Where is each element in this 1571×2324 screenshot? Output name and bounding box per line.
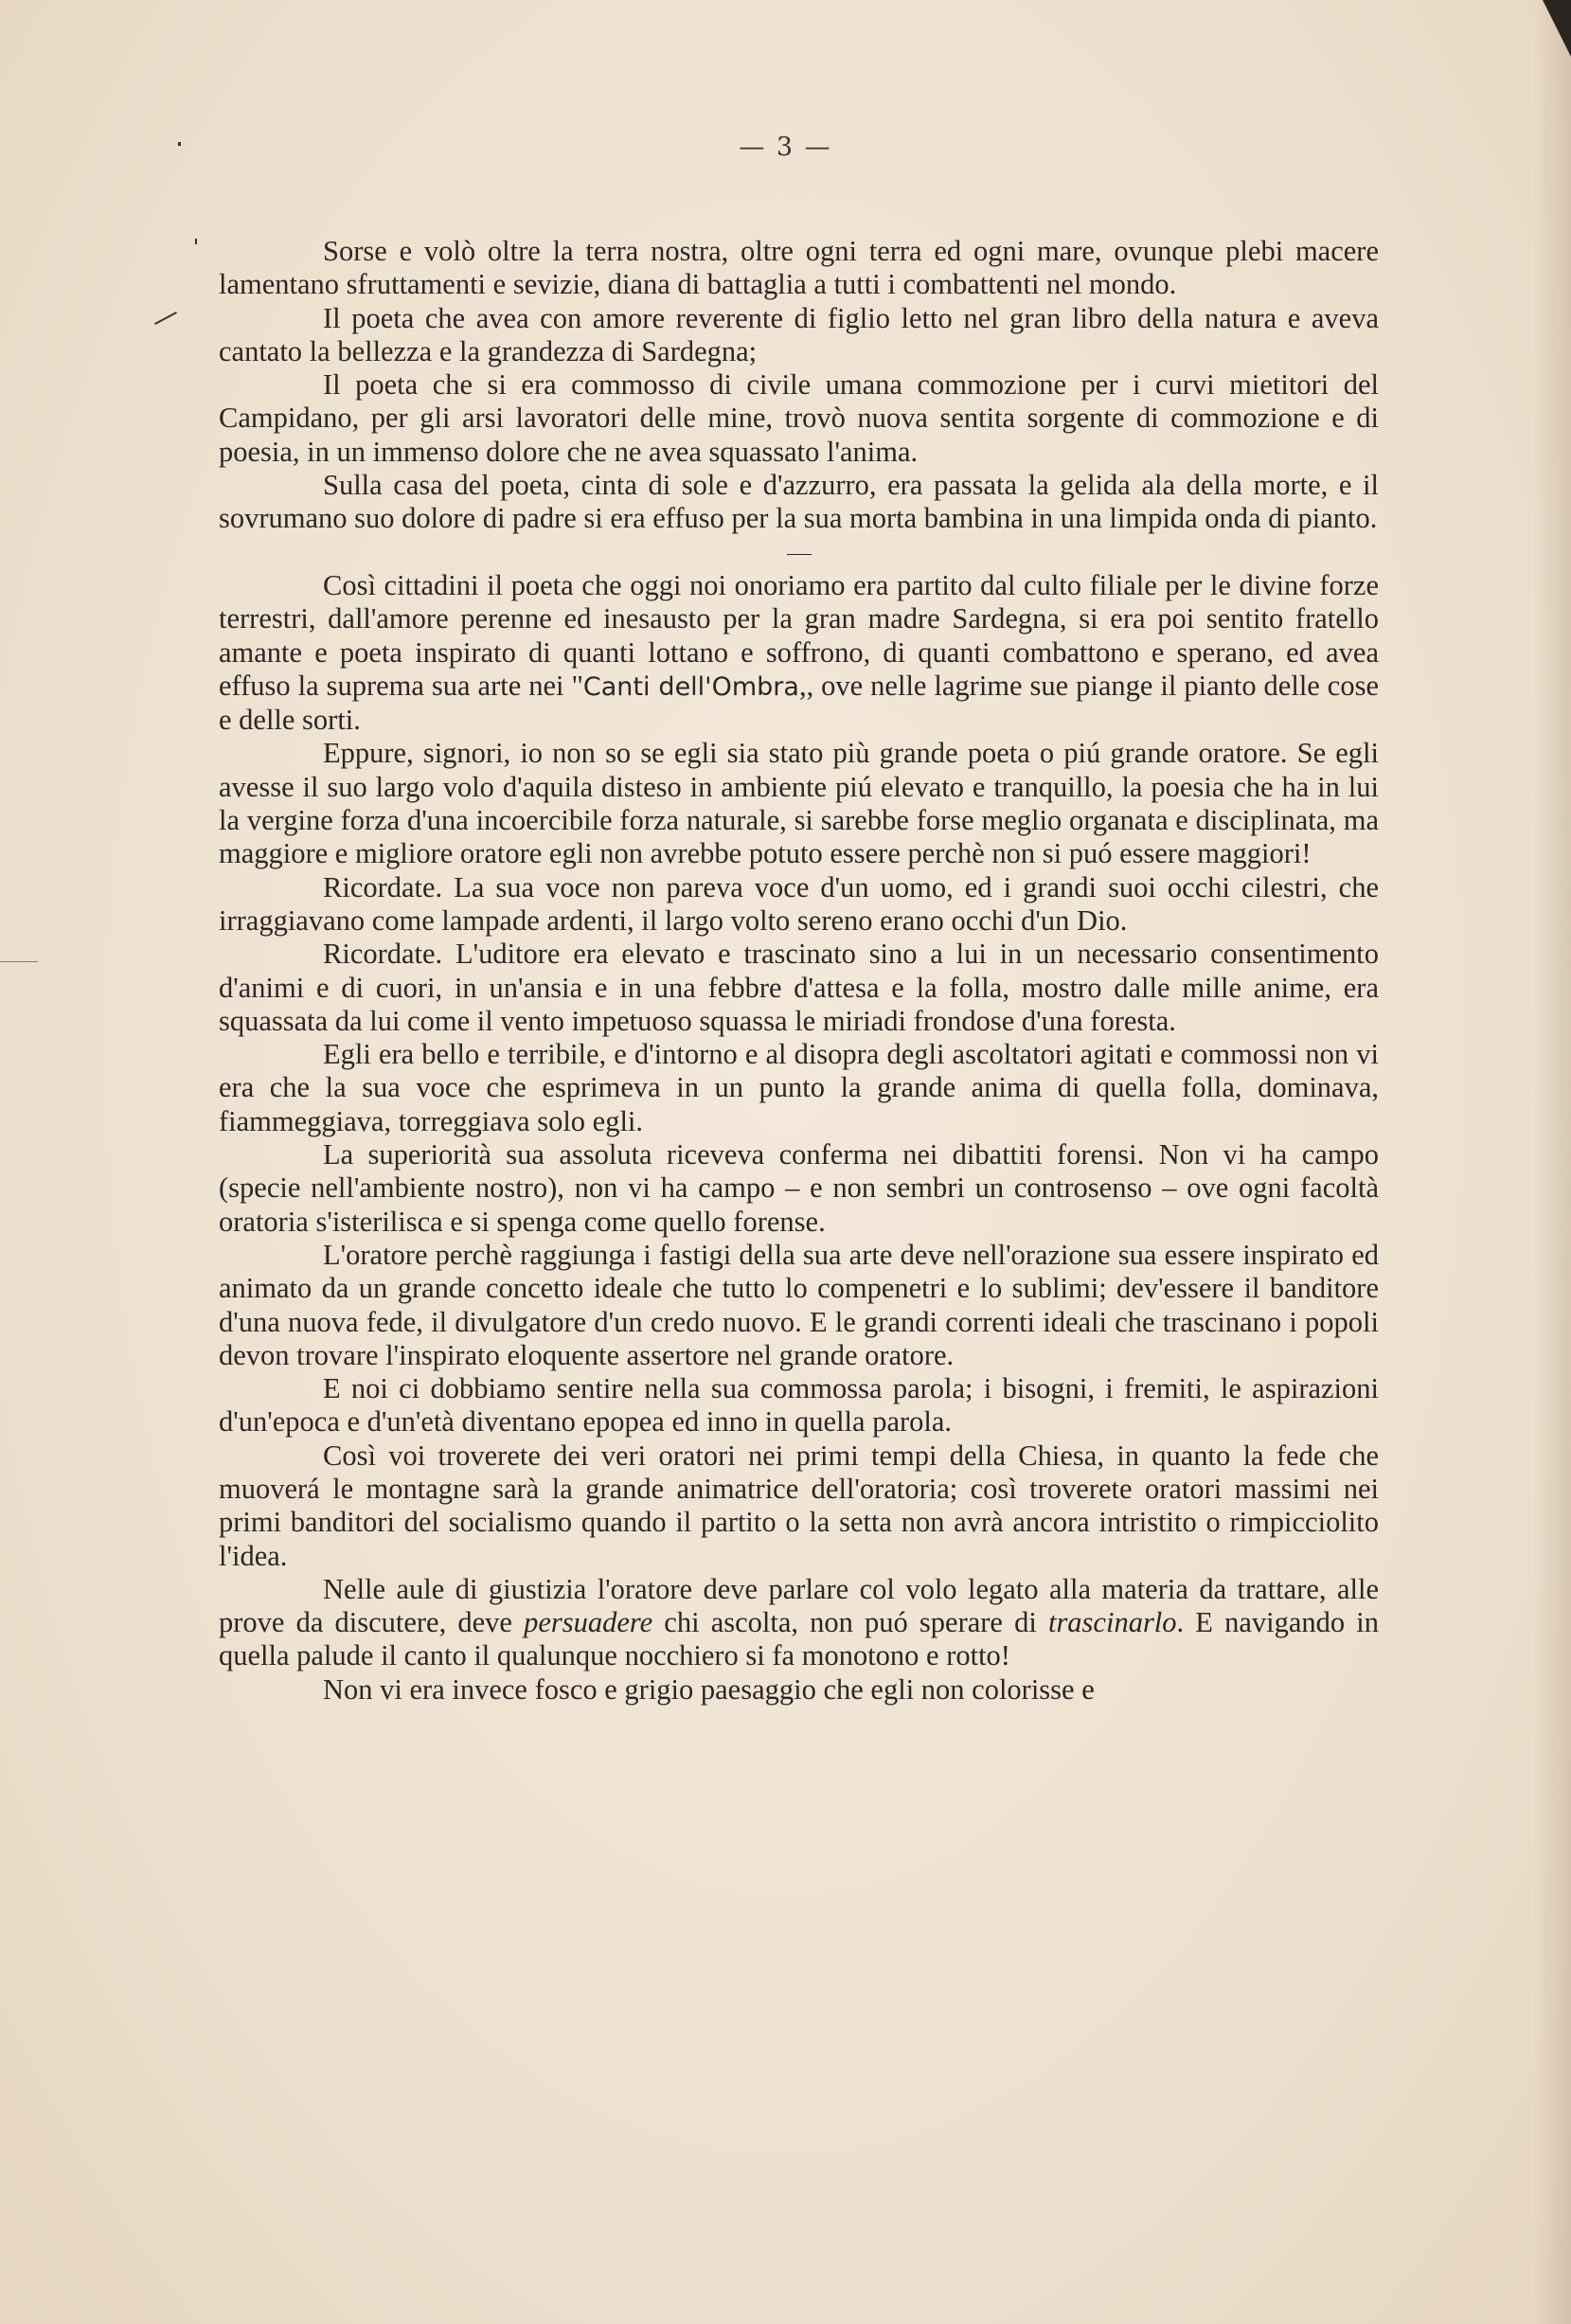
paragraph: Eppure, signori, io non so se egli sia stato più grande poeta o piú grande oratore. Se egli avesse il suo largo volo d'aquila disteso in ambiente piú elevato e tranquillo, la poesia che ha in lui la vergine forza d'una incoercibile forza naturale, si sarebbe forse meglio organata e disciplinata, ma maggiore e migliore oratore egli non avrebbe potuto essere perchè non si puó essere maggiori! — [219, 737, 1379, 870]
paragraph: L'oratore perchè raggiunga i fastigi della sua arte deve nell'orazione sua essere inspirato ed animato da un grande concetto ideale che tutto lo compenetri e lo sublimi; dev'essere il banditore d'una nuova fede, il divulgatore d'un credo nuovo. E le grandi correnti ideali che trascinano i popoli devon trovare l'inspirato eloquente assertore nel grande oratore. — [219, 1238, 1379, 1371]
paragraph-text: Così cittadini il poeta che oggi noi onoriamo era partito dal culto filiale per le divine forze terrestri, dall'amore perenne ed inesausto per la gran madre Sardegna, si era poi sentito fratello amante e poeta inspirato di quanti lottano e soffrono, di quanti combattono e sperano, ed avea effuso la suprema sua arte nei " — [219, 568, 1379, 702]
paragraph — [219, 569, 1379, 737]
page-edge-shadow — [1533, 0, 1571, 2324]
page-number: — 3 — — [739, 133, 832, 162]
section-divider — [219, 536, 1379, 569]
paragraph-text: Nelle aule di giustizia l'oratore deve parlare col volo legato alla materia da trattare, alle prove da discutere, deve — [219, 1572, 1379, 1639]
paragraph: Ricordate. La sua voce non pareva voce d'un uomo, ed i grandi suoi occhi cilestri, che irraggiavano come lampade ardenti, il largo volto sereno erano occhi d'un Dio. — [219, 870, 1379, 937]
paragraph-text: ,, ove nelle lagrime sue piange il pianto delle cose e delle sorti. — [219, 669, 1379, 737]
body-text — [219, 235, 1379, 1707]
paragraph: Sorse e volò oltre la terra nostra, oltre ogni terra ed ogni mare, ovunque plebi macere lamentano sfruttamenti e sevizie, diana di battaglia a tutti i combattenti nel mondo. — [219, 235, 1379, 301]
paragraph: Così voi troverete dei veri oratori nei primi tempi della Chiesa, in quanto la fede che muoverá le montagne sarà la grande animatrice dell'oratoria; così troverete oratori massimi nei primi banditori del socialismo quando il partito o la setta non avrà ancora intristito o rimpicciolito l'idea. — [219, 1439, 1379, 1572]
ink-mark — [0, 961, 38, 962]
paragraph: Il poeta che avea con amore reverente di figlio letto nel gran libro della natura e aveva cantato la bellezza e la grandezza di Sardegna; — [219, 301, 1379, 367]
emphasis: trascinarlo — [1047, 1606, 1177, 1639]
paragraph: E noi ci dobbiamo sentire nella sua commossa parola; i bisogni, i fremiti, le aspirazioni d'un'epoca e d'un'età diventano epopea ed inno in quella parola. — [219, 1372, 1379, 1439]
page-corner-tear — [1543, 0, 1571, 57]
paragraph: Egli era bello e terribile, e d'intorno e al disopra degli ascoltatori agitati e commossi non vi era che la sua voce che esprimeva in un punto la grande anima di quella folla, dominava, fiammeggiava, torreggiava solo egli. — [219, 1038, 1379, 1137]
emphasis: persuadere — [524, 1606, 653, 1639]
paragraph: Il poeta che si era commosso di civile umana commozione per i curvi mietitori del Campidano, per gli arsi lavoratori delle mine, trovò nuova sentita sorgente di commozione e di poesia, in un immenso dolore che ne avea squassato l'anima. — [219, 368, 1379, 468]
paragraph: Sulla casa del poeta, cinta di sole e d'azzurro, era passata la gelida ala della morte, e il sovrumano suo dolore di padre si era effuso per la sua morta bambina in una limpida onda di pianto. — [219, 469, 1379, 535]
paragraph-text: . E navigando in quella palude il canto il qualunque nocchiero si fa monotono e rotto! — [219, 1606, 1379, 1672]
paragraph — [219, 1573, 1379, 1673]
ink-speck — [178, 142, 181, 146]
ink-mark — [154, 312, 177, 325]
book-title: Canti dell'Ombra — [582, 671, 799, 702]
paragraph: Ricordate. L'uditore era elevato e trascinato sino a lui in un necessario consentimento d'animi e di cuori, in un'ansia e in una febbre d'attesa e la folla, mostro dalle mille anime, era squassata da lui come il vento impetuoso squassa le miriadi frondose d'una foresta. — [219, 938, 1379, 1037]
paragraph-text: chi ascolta, non puó sperare di — [652, 1606, 1048, 1639]
ink-speck — [195, 239, 197, 244]
paragraph: Non vi era invece fosco e grigio paesaggio che egli non colorisse e — [323, 1672, 1095, 1706]
paragraph: La superiorità sua assoluta riceveva conferma nei dibattiti forensi. Non vi ha campo (specie nell'ambiente nostro), non vi ha campo – e non sembri un controsenso – ove ogni facoltà oratoria s'isterilisca e si spenga come quello forense. — [219, 1138, 1379, 1238]
